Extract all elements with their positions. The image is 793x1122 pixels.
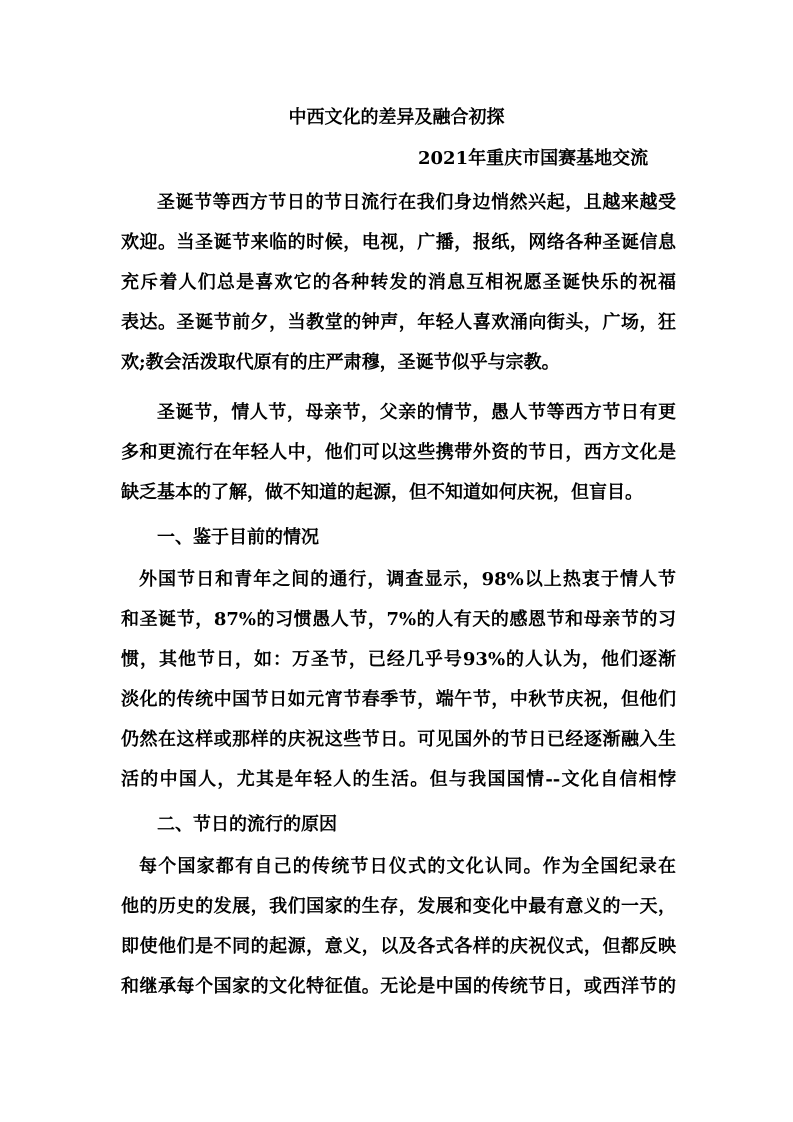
text-line: 淡化的传统中国节日如元宵节春季节，端午节，中秋节庆祝，但他们 (121, 689, 676, 710)
text-line: 多和更流行在年轻人中，他们可以这些携带外资的节日，西方文化是 (121, 442, 676, 463)
section-heading: 一、鉴于目前的情况 (157, 527, 319, 548)
section-heading: 二、节日的流行的原因 (157, 814, 337, 835)
text-line: 即使他们是不同的起源，意义，以及各式各样的庆祝仪式，但都反映 (121, 936, 676, 957)
text-line: 活的中国人，尤其是年轻人的生活。但与我国国情--文化自信相悖 (121, 769, 676, 790)
text-line: 缺乏基本的了解，做不知道的起源，但不知道如何庆祝，但盲目。 (121, 482, 643, 503)
text-line: 外国节日和青年之间的通行，调查显示，98%以上热衷于情人节 (139, 569, 676, 590)
text-line: 惯，其他节日，如：万圣节，已经几乎号93%的人认为，他们逐渐 (121, 649, 676, 670)
text-line: 和圣诞节，87%的习惯愚人节，7%的人有天的感恩节和母亲节的习 (121, 609, 676, 630)
text-line: 欢;教会活泼取代原有的庄严肃穆，圣诞节似乎与宗教。 (121, 352, 560, 373)
text-line: 圣诞节，情人节，母亲节，父亲的情节，愚人节等西方节日有更 (157, 402, 676, 423)
text-line: 充斥着人们总是喜欢它的各种转发的消息互相祝愿圣诞快乐的祝福 (121, 272, 676, 293)
text-line: 他的历史的发展，我们国家的生存，发展和变化中最有意义的一天， (121, 896, 676, 917)
text-line: 每个国家都有自己的传统节日仪式的文化认同。作为全国纪录在 (139, 856, 676, 877)
text-line: 和继承每个国家的文化特征值。无论是中国的传统节日，或西洋节的 (121, 976, 676, 997)
text-line: 表达。圣诞节前夕，当教堂的钟声，年轻人喜欢涌向街头，广场，狂 (121, 312, 676, 333)
document-title: 中西文化的差异及融合初探 (288, 107, 505, 128)
text-line: 欢迎。当圣诞节来临的时候，电视，广播，报纸，网络各种圣诞信息 (121, 232, 676, 253)
text-line: 圣诞节等西方节日的节日流行在我们身边悄然兴起，且越来越受 (157, 192, 676, 213)
document-subtitle: 2021年重庆市国赛基地交流 (418, 148, 649, 169)
text-line: 仍然在这样或那样的庆祝这些节日。可见国外的节日已经逐渐融入生 (121, 729, 676, 750)
